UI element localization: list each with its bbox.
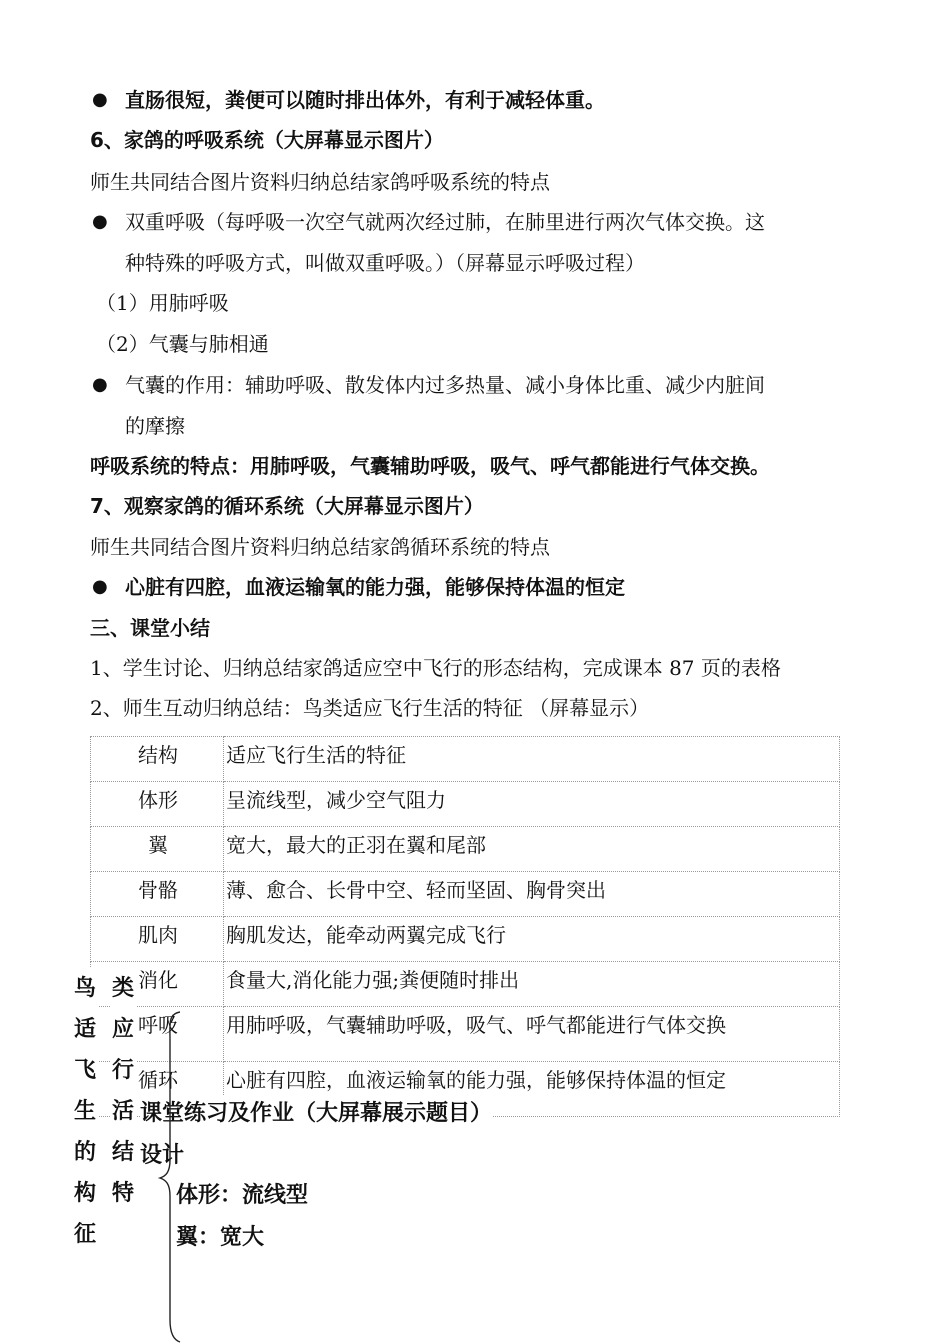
vertical-char: 生 <box>73 1099 96 1124</box>
table-cell-structure: 翼 <box>91 827 224 872</box>
circulation-intro: 师生共同结合图片资料归纳总结家鸽循环系统的特点 <box>90 535 550 559</box>
vertical-char: 应 <box>110 1009 136 1050</box>
vertical-char: 飞 <box>73 1058 96 1083</box>
table-cell-feature: 用肺呼吸，气囊辅助呼吸，吸气、呼气都能进行气体交换 <box>224 1007 840 1062</box>
left-brace-icon <box>158 1010 182 1344</box>
vertical-char: 构 <box>73 1181 96 1206</box>
point-1: （1）用肺呼吸 <box>96 291 229 315</box>
double-breathing-line1: 双重呼吸（每呼吸一次空气就两次经过肺，在肺里进行两次气体交换。这 <box>125 210 765 234</box>
table-row <box>91 782 840 827</box>
section-heading-respiration: 6、家鸽的呼吸系统（大屏幕显示图片） <box>90 128 444 152</box>
summary-item-2: 2、师生互动归纳总结：鸟类适应飞行生活的特征 （屏幕显示） <box>90 696 650 720</box>
homework-heading: 课堂练习及作业（大屏幕展示题目） <box>140 1096 492 1127</box>
table-cell-structure: 骨骼 <box>91 872 224 917</box>
vertical-char: 类 <box>110 968 136 1009</box>
bird-adaptation-table <box>90 736 840 1117</box>
summary-item-1: 1、学生讨论、归纳总结家鸽适应空中飞行的形态结构，完成课本 87 页的表格 <box>90 656 781 680</box>
summary-heading: 三、课堂小结 <box>90 616 210 640</box>
vertical-char: 特 <box>110 1173 136 1214</box>
respiration-intro: 师生共同结合图片资料归纳总结家鸽呼吸系统的特点 <box>90 170 550 194</box>
table-row <box>91 962 840 1007</box>
table-cell-structure: 肌肉 <box>91 917 224 962</box>
table-cell-feature: 宽大，最大的正羽在翼和尾部 <box>224 827 840 872</box>
table-row <box>91 917 840 962</box>
table-cell-structure: 体形 <box>91 782 224 827</box>
table-header-cell: 结构 <box>91 737 224 782</box>
table-cell-structure: 循环 <box>91 1062 224 1117</box>
table-cell-feature: 薄、愈合、长骨中空、轻而坚固、胸骨突出 <box>224 872 840 917</box>
design-label: 设计 <box>140 1138 184 1169</box>
air-sac-function-line2: 的摩擦 <box>125 414 185 438</box>
table-row <box>91 1007 840 1062</box>
table-cell-feature: 胸肌发达，能牵动两翼完成飞行 <box>224 917 840 962</box>
vertical-char: 结 <box>110 1132 136 1173</box>
board-item-body-shape: 体形：流线型 <box>176 1178 308 1209</box>
point-2: （2）气囊与肺相通 <box>96 332 269 356</box>
vertical-char: 活 <box>110 1091 136 1132</box>
bullet-icon: ● <box>92 374 108 395</box>
table-cell-feature: 心脏有四腔，血液运输氧的能力强，能够保持体温的恒定 <box>224 1062 840 1117</box>
vertical-title-col2 <box>110 968 136 1214</box>
board-item-wing: 翼：宽大 <box>176 1220 264 1251</box>
table-row <box>91 827 840 872</box>
vertical-char: 鸟 <box>73 976 96 1001</box>
table-row <box>91 872 840 917</box>
bullet-icon: ● <box>92 576 108 597</box>
vertical-char: 行 <box>110 1050 136 1091</box>
vertical-char: 适 <box>73 1017 96 1042</box>
rectum-note: 直肠很短，粪便可以随时排出体外，有利于减轻体重。 <box>125 88 605 112</box>
section-heading-circulation: 7、观察家鸽的循环系统（大屏幕显示图片） <box>90 494 484 518</box>
vertical-char: 征 <box>73 1222 96 1247</box>
respiration-summary: 呼吸系统的特点：用肺呼吸，气囊辅助呼吸，吸气、呼气都能进行气体交换。 <box>90 454 770 478</box>
double-breathing-line2: 种特殊的呼吸方式，叫做双重呼吸。）（屏幕显示呼吸过程） <box>125 251 645 275</box>
vertical-title-col1 <box>72 968 98 1255</box>
bullet-icon: ● <box>92 211 108 232</box>
table-cell-feature: 呈流线型，减少空气阻力 <box>224 782 840 827</box>
table-cell-structure: 消化 <box>91 962 224 1007</box>
heart-note: 心脏有四腔，血液运输氧的能力强，能够保持体温的恒定 <box>125 575 625 599</box>
vertical-char: 的 <box>73 1140 96 1165</box>
bullet-icon: ● <box>92 89 108 110</box>
table-cell-structure: 呼吸 <box>91 1007 224 1062</box>
table-cell-feature: 食量大,消化能力强;粪便随时排出 <box>224 962 840 1007</box>
air-sac-function-line1: 气囊的作用：辅助呼吸、散发体内过多热量、减小身体比重、减少内脏间 <box>125 373 765 397</box>
table-header-cell: 适应飞行生活的特征 <box>224 737 840 782</box>
table-header-row <box>91 737 840 782</box>
